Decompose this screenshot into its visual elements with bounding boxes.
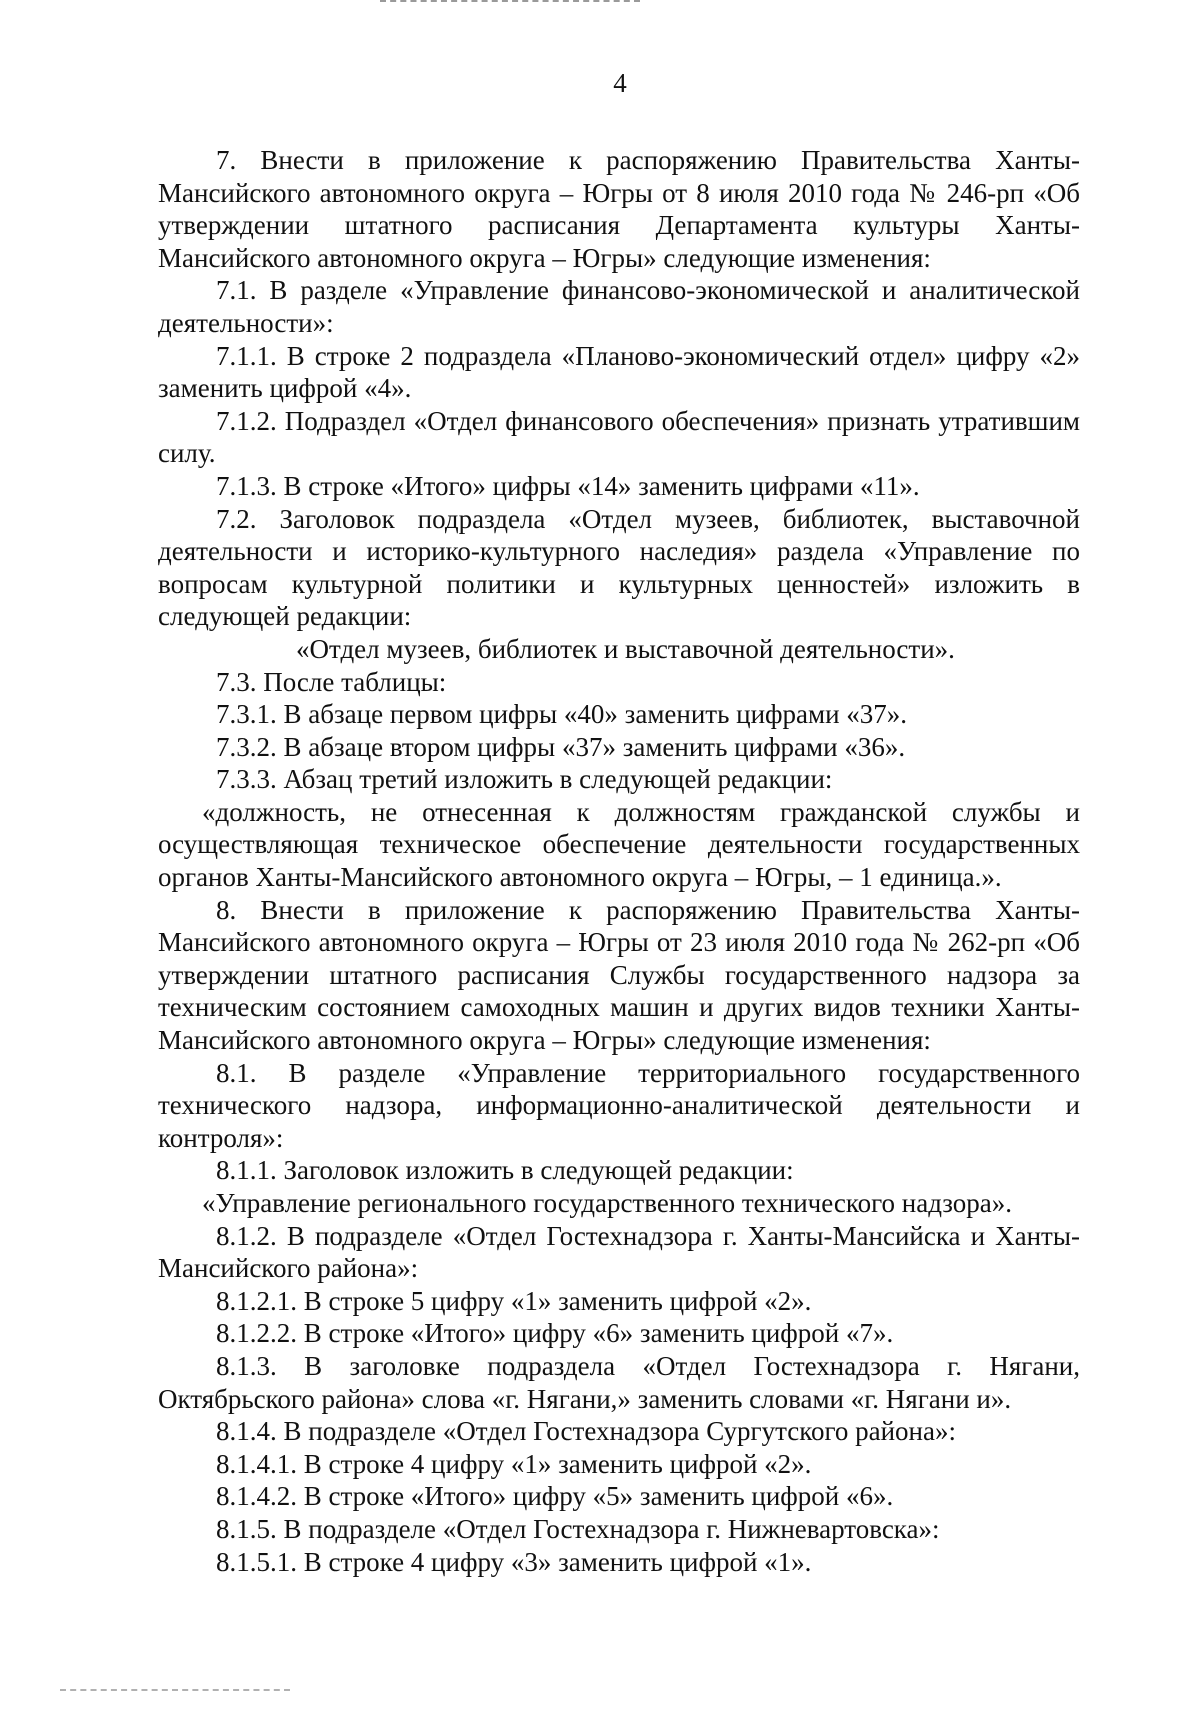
paragraph-7-1: 7.1. В разделе «Управление финансово-экономической и аналитической деятельности»: xyxy=(158,275,1080,338)
page-number: 4 xyxy=(613,68,627,98)
paragraph-7: 7. Внести в приложение к распоряжению Правительства Ханты-Мансийского автономного округа – Югры от 8 июля 2010 года № 246-рп «Об утверждении штатного расписания Департамента культуры Ханты-Мансийского автономного округа – Югры» следующие изменения: xyxy=(158,145,1080,273)
paragraph-7-1-1: 7.1.1. В строке 2 подраздела «Планово-экономический отдел» цифру «2» заменить цифрой «4». xyxy=(158,340,1080,404)
paragraph-7-1-2: 7.1.2. Подраздел «Отдел финансового обеспечения» признать утратившим силу. xyxy=(158,405,1080,469)
paragraph-8-1-1-quote: «Управление регионального государственного технического надзора». xyxy=(202,1188,1013,1218)
paragraph-7-1-3: 7.1.3. В строке «Итого» цифры «14» заменить цифрами «11». xyxy=(216,470,920,501)
paragraph-8: 8. Внести в приложение к распоряжению Правительства Ханты-Мансийского автономного округа – Югры от 23 июля 2010 года № 262-рп «Об утверждении штатного расписания Службы государственного надзора за техническим состоянием самоходных машин и других видов техники Ханты-Мансийского автономного округа – Югры» следующие изменения: xyxy=(158,894,1080,1056)
paragraph-7-3-2: 7.3.2. В абзаце втором цифры «37» заменить цифрами «36». xyxy=(216,731,906,762)
paragraph-8-1-2-2: 8.1.2.2. В строке «Итого» цифру «6» заменить цифрой «7». xyxy=(216,1318,894,1349)
scan-edge-mark-top xyxy=(380,0,640,6)
paragraph-7-3-1: 7.3.1. В абзаце первом цифры «40» заменить цифрами «37». xyxy=(216,699,908,730)
paragraph-7-3-3-quote: «должность, не отнесенная к должностям гражданской службы и осуществляющая техническое обеспечение деятельности государственных органов Ханты-Мансийского автономного округа – Югры, – 1 единица.». xyxy=(158,796,1080,893)
document-body xyxy=(158,144,1080,1578)
paragraph-7-2: 7.2. Заголовок подраздела «Отдел музеев, библиотек, выставочной деятельности и историко-культурного наследия» раздела «Управление по вопросам культурной политики и культурных ценностей» изложить в следующей редакции: xyxy=(158,503,1080,632)
paragraph-7-3-3: 7.3.3. Абзац третий изложить в следующей редакции: xyxy=(216,764,833,795)
paragraph-8-1: 8.1. В разделе «Управление территориального государственного технического надзора, информационно-аналитической деятельности и контроля»: xyxy=(158,1057,1080,1153)
paragraph-7-2-quote: «Отдел музеев, библиотек и выставочной деятельности». xyxy=(296,633,955,664)
paragraph-8-1-5: 8.1.5. В подразделе «Отдел Гостехнадзора г. Нижневартовска»: xyxy=(216,1513,940,1544)
paragraph-8-1-3: 8.1.3. В заголовке подраздела «Отдел Гостехнадзора г. Нягани, Октябрьского района» слова «г. Нягани,» заменить словами «г. Нягани и». xyxy=(158,1350,1080,1414)
paragraph-8-1-4-1: 8.1.4.1. В строке 4 цифру «1» заменить цифрой «2». xyxy=(216,1448,812,1479)
paragraph-8-1-1: 8.1.1. Заголовок изложить в следующей редакции: xyxy=(216,1155,794,1186)
paragraph-8-1-4-2: 8.1.4.2. В строке «Итого» цифру «5» заменить цифрой «6». xyxy=(216,1481,894,1512)
paragraph-8-1-5-1: 8.1.5.1. В строке 4 цифру «3» заменить цифрой «1». xyxy=(216,1546,812,1577)
paragraph-8-1-2: 8.1.2. В подразделе «Отдел Гостехнадзора г. Ханты-Мансийска и Ханты-Мансийского района»: xyxy=(158,1220,1080,1284)
paragraph-8-1-2-1: 8.1.2.1. В строке 5 цифру «1» заменить цифрой «2». xyxy=(216,1285,812,1316)
scan-edge-mark-bottom xyxy=(60,1689,290,1694)
paragraph-8-1-4: 8.1.4. В подразделе «Отдел Гостехнадзора Сургутского района»: xyxy=(216,1416,956,1447)
paragraph-7-3: 7.3. После таблицы: xyxy=(216,666,447,697)
